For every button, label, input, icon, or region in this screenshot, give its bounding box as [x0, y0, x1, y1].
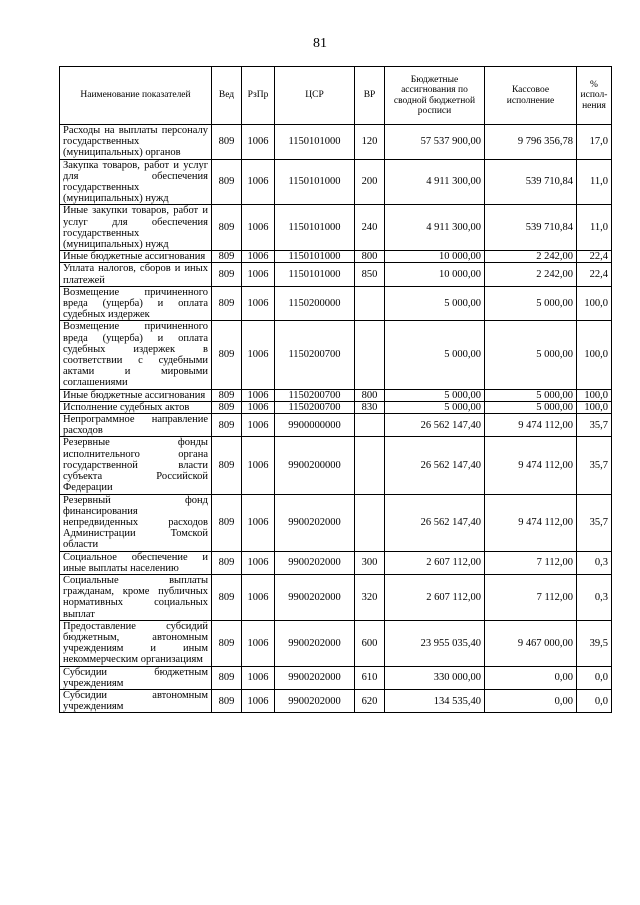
row-csr: 9900202000: [275, 666, 355, 689]
row-csr: 9900202000: [275, 689, 355, 712]
table-row: [60, 321, 612, 389]
row-assignments: 5 000,00: [385, 286, 485, 321]
table-row: [60, 689, 612, 712]
row-csr: 1150101000: [275, 159, 355, 205]
row-vr: [355, 414, 385, 437]
row-rzpr: 1006: [242, 494, 275, 551]
row-vr: [355, 494, 385, 551]
header-vr: ВР: [355, 67, 385, 125]
header-name: Наименование показателей: [60, 67, 212, 125]
row-name: Субсидии бюджетным учреждениям: [60, 666, 212, 689]
row-assignments: 26 562 147,40: [385, 414, 485, 437]
row-ved: 809: [212, 574, 242, 620]
row-rzpr: 1006: [242, 666, 275, 689]
row-ved: 809: [212, 551, 242, 574]
row-percent-execution: 22,4: [577, 263, 612, 286]
row-rzpr: 1006: [242, 321, 275, 389]
row-rzpr: 1006: [242, 620, 275, 666]
row-csr: 9900202000: [275, 620, 355, 666]
table-row: [60, 414, 612, 437]
row-ved: 809: [212, 437, 242, 494]
row-cash-execution: 5 000,00: [485, 286, 577, 321]
row-vr: 610: [355, 666, 385, 689]
row-assignments: 23 955 035,40: [385, 620, 485, 666]
row-ved: 809: [212, 321, 242, 389]
row-rzpr: 1006: [242, 389, 275, 401]
header-percent-execution: % испол-нения: [577, 67, 612, 125]
row-percent-execution: 39,5: [577, 620, 612, 666]
row-percent-execution: 35,7: [577, 414, 612, 437]
row-percent-execution: 11,0: [577, 205, 612, 251]
row-csr: 1150200700: [275, 401, 355, 413]
table-row: [60, 666, 612, 689]
row-name: Резервные фонды исполнительного органа государственной власти субъекта Российской Федерации: [60, 437, 212, 494]
row-percent-execution: 100,0: [577, 389, 612, 401]
row-vr: 200: [355, 159, 385, 205]
row-cash-execution: 9 474 112,00: [485, 437, 577, 494]
row-cash-execution: 0,00: [485, 689, 577, 712]
table-header-row: [60, 67, 612, 125]
table-row: [60, 263, 612, 286]
row-name: Исполнение судебных актов: [60, 401, 212, 413]
row-csr: 9900200000: [275, 437, 355, 494]
row-name: Уплата налогов, сборов и иных платежей: [60, 263, 212, 286]
row-csr: 1150200000: [275, 286, 355, 321]
row-csr: 9900000000: [275, 414, 355, 437]
row-vr: 800: [355, 389, 385, 401]
table-row: [60, 620, 612, 666]
table-row: [60, 401, 612, 413]
row-cash-execution: 7 112,00: [485, 574, 577, 620]
row-rzpr: 1006: [242, 159, 275, 205]
row-rzpr: 1006: [242, 263, 275, 286]
row-ved: 809: [212, 251, 242, 263]
table-row: [60, 125, 612, 160]
row-rzpr: 1006: [242, 251, 275, 263]
row-assignments: 5 000,00: [385, 389, 485, 401]
row-cash-execution: 539 710,84: [485, 159, 577, 205]
row-cash-execution: 9 474 112,00: [485, 494, 577, 551]
row-vr: 120: [355, 125, 385, 160]
row-cash-execution: 539 710,84: [485, 205, 577, 251]
page-number: 81: [313, 36, 327, 51]
row-percent-execution: 35,7: [577, 494, 612, 551]
row-ved: 809: [212, 666, 242, 689]
row-rzpr: 1006: [242, 414, 275, 437]
row-vr: 300: [355, 551, 385, 574]
row-percent-execution: 100,0: [577, 401, 612, 413]
row-ved: 809: [212, 689, 242, 712]
row-rzpr: 1006: [242, 574, 275, 620]
row-name: Иные бюджетные ассигнования: [60, 251, 212, 263]
row-assignments: 10 000,00: [385, 263, 485, 286]
row-csr: 1150101000: [275, 263, 355, 286]
row-assignments: 2 607 112,00: [385, 551, 485, 574]
table-row: [60, 551, 612, 574]
row-cash-execution: 5 000,00: [485, 321, 577, 389]
row-ved: 809: [212, 263, 242, 286]
table-row: [60, 494, 612, 551]
row-ved: 809: [212, 494, 242, 551]
row-percent-execution: 0,0: [577, 666, 612, 689]
row-vr: 830: [355, 401, 385, 413]
row-rzpr: 1006: [242, 286, 275, 321]
row-ved: 809: [212, 401, 242, 413]
row-assignments: 57 537 900,00: [385, 125, 485, 160]
row-ved: 809: [212, 159, 242, 205]
row-csr: 9900202000: [275, 574, 355, 620]
row-rzpr: 1006: [242, 205, 275, 251]
row-name: Социальное обеспечение и иные выплаты населению: [60, 551, 212, 574]
table-row: [60, 574, 612, 620]
row-percent-execution: 100,0: [577, 286, 612, 321]
row-percent-execution: 22,4: [577, 251, 612, 263]
row-cash-execution: 7 112,00: [485, 551, 577, 574]
row-assignments: 2 607 112,00: [385, 574, 485, 620]
row-rzpr: 1006: [242, 125, 275, 160]
row-assignments: 26 562 147,40: [385, 437, 485, 494]
row-percent-execution: 0,0: [577, 689, 612, 712]
row-csr: 1150200700: [275, 321, 355, 389]
row-percent-execution: 17,0: [577, 125, 612, 160]
row-name: Иные закупки товаров, работ и услуг для обеспечения государственных (муниципальных) нужд: [60, 205, 212, 251]
row-vr: [355, 286, 385, 321]
row-name: Непрограммное направление расходов: [60, 414, 212, 437]
table-row: [60, 286, 612, 321]
row-percent-execution: 11,0: [577, 159, 612, 205]
row-assignments: 4 911 300,00: [385, 205, 485, 251]
row-assignments: 5 000,00: [385, 321, 485, 389]
row-cash-execution: 5 000,00: [485, 389, 577, 401]
row-name: Иные бюджетные ассигнования: [60, 389, 212, 401]
table-row: [60, 205, 612, 251]
row-cash-execution: 9 474 112,00: [485, 414, 577, 437]
row-csr: 1150200700: [275, 389, 355, 401]
row-vr: 620: [355, 689, 385, 712]
row-rzpr: 1006: [242, 437, 275, 494]
row-ved: 809: [212, 205, 242, 251]
row-name: Закупка товаров, работ и услуг для обеспечения государственных (муниципальных) нужд: [60, 159, 212, 205]
row-csr: 9900202000: [275, 494, 355, 551]
row-csr: 1150101000: [275, 205, 355, 251]
table-row: [60, 159, 612, 205]
row-cash-execution: 2 242,00: [485, 263, 577, 286]
row-assignments: 10 000,00: [385, 251, 485, 263]
header-ved: Вед: [212, 67, 242, 125]
row-name: Возмещение причиненного вреда (ущерба) и оплата судебных издержек: [60, 286, 212, 321]
row-cash-execution: 9 796 356,78: [485, 125, 577, 160]
row-ved: 809: [212, 125, 242, 160]
row-assignments: 4 911 300,00: [385, 159, 485, 205]
row-rzpr: 1006: [242, 689, 275, 712]
row-vr: 320: [355, 574, 385, 620]
row-percent-execution: 35,7: [577, 437, 612, 494]
header-rzpr: РзПр: [242, 67, 275, 125]
row-vr: [355, 321, 385, 389]
row-cash-execution: 5 000,00: [485, 401, 577, 413]
row-name: Расходы на выплаты персоналу государственных (муниципальных) органов: [60, 125, 212, 160]
row-ved: 809: [212, 389, 242, 401]
row-name: Социальные выплаты гражданам, кроме публичных нормативных социальных выплат: [60, 574, 212, 620]
row-cash-execution: 0,00: [485, 666, 577, 689]
row-assignments: 26 562 147,40: [385, 494, 485, 551]
row-percent-execution: 100,0: [577, 321, 612, 389]
budget-execution-table: [59, 66, 612, 713]
header-csr: ЦСР: [275, 67, 355, 125]
row-csr: 9900202000: [275, 551, 355, 574]
row-vr: 240: [355, 205, 385, 251]
row-name: Резервный фонд финансирования непредвиденных расходов Администрации Томской области: [60, 494, 212, 551]
row-name: Субсидии автономным учреждениям: [60, 689, 212, 712]
row-assignments: 134 535,40: [385, 689, 485, 712]
header-assignments: Бюджетные ассигнования по сводной бюджетной росписи: [385, 67, 485, 125]
row-assignments: 5 000,00: [385, 401, 485, 413]
row-percent-execution: 0,3: [577, 551, 612, 574]
row-vr: [355, 437, 385, 494]
row-csr: 1150101000: [275, 125, 355, 160]
row-ved: 809: [212, 620, 242, 666]
row-percent-execution: 0,3: [577, 574, 612, 620]
row-vr: 600: [355, 620, 385, 666]
row-vr: 850: [355, 263, 385, 286]
row-name: Предоставление субсидий бюджетным, автономным учреждениям и иным некоммерческим организациям: [60, 620, 212, 666]
row-cash-execution: 9 467 000,00: [485, 620, 577, 666]
table-row: [60, 437, 612, 494]
table-row: [60, 389, 612, 401]
table-row: [60, 251, 612, 263]
row-csr: 1150101000: [275, 251, 355, 263]
row-name: Возмещение причиненного вреда (ущерба) и оплата судебных издержек в соответствии с судебными актами и мировыми соглашениями: [60, 321, 212, 389]
row-rzpr: 1006: [242, 401, 275, 413]
row-ved: 809: [212, 414, 242, 437]
row-rzpr: 1006: [242, 551, 275, 574]
header-cash-execution: Кассовое исполнение: [485, 67, 577, 125]
row-cash-execution: 2 242,00: [485, 251, 577, 263]
row-vr: 800: [355, 251, 385, 263]
row-ved: 809: [212, 286, 242, 321]
row-assignments: 330 000,00: [385, 666, 485, 689]
